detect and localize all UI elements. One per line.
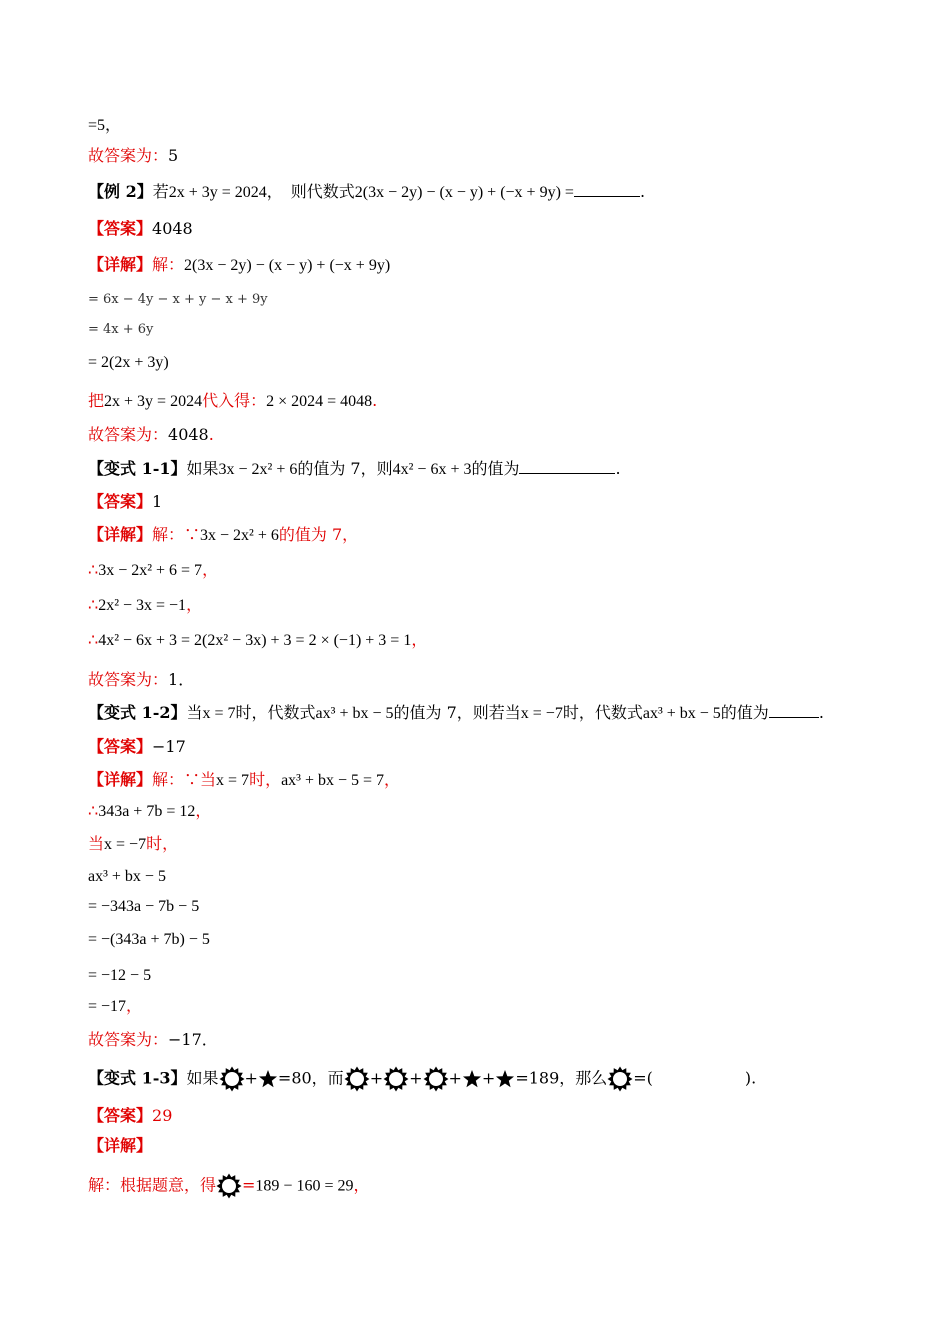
answer-end: . bbox=[208, 425, 214, 444]
detail-text: 的值为 7， bbox=[278, 525, 359, 544]
math-expression: 3x − 2x² + 6 bbox=[200, 527, 279, 544]
variant-1-2-question bbox=[88, 703, 824, 724]
answer-line bbox=[88, 1030, 218, 1050]
substitute-line bbox=[88, 391, 377, 412]
q-text: =80，而 bbox=[277, 1068, 344, 1088]
step-text: 把 bbox=[88, 391, 105, 410]
step-line bbox=[88, 320, 153, 340]
q-end: . bbox=[818, 703, 824, 722]
plus-sign: + bbox=[481, 1068, 496, 1088]
step-end: ， bbox=[411, 630, 428, 649]
answer-value: 1． bbox=[168, 670, 195, 689]
math-condition: 2x + 3y = 2024 bbox=[104, 393, 203, 410]
step-end: ， bbox=[126, 996, 143, 1015]
detail-tag: 【详解】 bbox=[88, 525, 153, 544]
step-text: 解：根据题意，得 bbox=[88, 1175, 217, 1195]
step-end: ， bbox=[384, 770, 401, 789]
math-result: 189 − 160 = 29 bbox=[255, 1177, 354, 1195]
detail-tag: 【详解】 bbox=[88, 255, 153, 274]
sun-icon bbox=[344, 1066, 370, 1092]
plus-sign: + bbox=[448, 1068, 462, 1088]
math-step: = −17 bbox=[88, 998, 127, 1015]
equals-sign: = bbox=[242, 1175, 256, 1195]
q-end: . bbox=[615, 459, 621, 478]
step-line bbox=[88, 352, 169, 373]
step-end: . bbox=[372, 391, 378, 410]
math-step: = 4x + 6y bbox=[88, 322, 154, 337]
answer-value: 4048 bbox=[168, 425, 209, 444]
step-line bbox=[88, 115, 121, 136]
plus-sign: + bbox=[244, 1068, 258, 1088]
step-line bbox=[88, 560, 218, 581]
math-step: = −12 − 5 bbox=[88, 967, 152, 984]
answer-value: −17 bbox=[152, 737, 186, 756]
variant-1-2-detail bbox=[88, 770, 400, 791]
answer-value: −17． bbox=[168, 1030, 218, 1049]
math-condition: x = −7 bbox=[104, 836, 147, 853]
q-text: 若 bbox=[152, 182, 169, 201]
answer-blank bbox=[519, 459, 615, 474]
plus-sign: + bbox=[369, 1068, 384, 1088]
q-text: 的值为 bbox=[720, 703, 769, 722]
answer-value: 4048 bbox=[152, 219, 193, 238]
answer-label: 故答案为： bbox=[88, 425, 169, 444]
q-text: 时，代数式 bbox=[235, 703, 316, 722]
math-condition: 2x + 3y = 2024 bbox=[168, 184, 267, 201]
example-2-detail bbox=[88, 255, 390, 276]
step-end: ， bbox=[195, 801, 212, 820]
q-end: ). bbox=[744, 1068, 757, 1088]
sun-icon bbox=[383, 1066, 409, 1092]
step-end: ， bbox=[186, 595, 203, 614]
math-result: 2 × 2024 = 4048 bbox=[266, 393, 373, 410]
therefore-symbol: ∴ bbox=[88, 595, 99, 614]
sun-icon bbox=[216, 1173, 242, 1199]
answer-label: 故答案为： bbox=[88, 146, 169, 165]
variant-1-3-question bbox=[88, 1066, 756, 1092]
answer-label: 故答案为： bbox=[88, 1030, 169, 1049]
detail-text: 解： bbox=[152, 255, 185, 274]
math-step: 343a + 7b = 12 bbox=[98, 803, 196, 820]
math-condition: x = 7 bbox=[202, 705, 236, 722]
star-icon bbox=[462, 1069, 482, 1089]
q-end: . bbox=[639, 182, 646, 201]
star-icon bbox=[258, 1069, 278, 1089]
answer-tag: 【答案】 bbox=[88, 1106, 153, 1125]
math-step: 4x² − 6x + 3 = 2(2x² − 3x) + 3 = 2 × (−1) + 3 = 1 bbox=[98, 632, 412, 649]
detail-text: 时， bbox=[249, 770, 282, 789]
q-text: 的值为 7，则 bbox=[297, 459, 393, 478]
math-step: 3x − 2x² + 6 = 7 bbox=[98, 562, 203, 579]
sun-icon bbox=[219, 1066, 245, 1092]
example-2-question bbox=[88, 182, 645, 203]
variant-1-2-answer bbox=[88, 737, 186, 757]
answer-value: 29 bbox=[152, 1106, 173, 1125]
step-line bbox=[88, 996, 142, 1017]
variant-tag: 【变式 1-3】 bbox=[88, 1068, 187, 1088]
variant-tag: 【变式 1-2】 bbox=[88, 703, 187, 722]
answer-tag: 【答案】 bbox=[88, 737, 153, 756]
example-tag: 【例 2】 bbox=[88, 182, 153, 201]
answer-tag: 【答案】 bbox=[88, 492, 153, 511]
answer-blank bbox=[574, 182, 640, 197]
answer-value: 1 bbox=[152, 492, 163, 511]
detail-text: 解：∵ bbox=[152, 525, 201, 544]
q-text: 如果 bbox=[186, 1068, 219, 1088]
q-text: ， 则代数式 bbox=[266, 182, 355, 201]
answer-line bbox=[88, 425, 214, 445]
variant-1-3-detail bbox=[88, 1136, 152, 1156]
math-expression: 3x − 2x² + 6 bbox=[218, 461, 298, 478]
step-end: ， bbox=[202, 560, 219, 579]
step-line bbox=[88, 630, 427, 651]
answer-line bbox=[88, 670, 194, 690]
variant-1-1-answer bbox=[88, 492, 162, 512]
step-line bbox=[88, 801, 211, 822]
final-line bbox=[88, 1173, 369, 1199]
therefore-symbol: ∴ bbox=[88, 630, 99, 649]
detail-tag: 【详解】 bbox=[88, 770, 153, 789]
answer-tag: 【答案】 bbox=[88, 219, 153, 238]
q-text: 如果 bbox=[186, 459, 219, 478]
detail-tag: 【详解】 bbox=[88, 1136, 153, 1155]
q-text: 的值为 bbox=[471, 459, 520, 478]
variant-tag: 【变式 1-1】 bbox=[88, 459, 187, 478]
variant-1-1-question bbox=[88, 459, 621, 480]
math-expression: ax³ + bx − 5 bbox=[642, 705, 721, 722]
math-expression: 2(3x − 2y) − (x − y) + (−x + 9y) = bbox=[354, 184, 574, 201]
detail-text: 解：∵当 bbox=[152, 770, 217, 789]
math-expression: 4x² − 6x + 3 bbox=[392, 461, 472, 478]
answer-label: 故答案为： bbox=[88, 670, 169, 689]
step-text: 当 bbox=[88, 834, 105, 853]
q-text: =( bbox=[633, 1068, 653, 1088]
q-text: 时，代数式 bbox=[562, 703, 643, 722]
variant-1-1-detail bbox=[88, 525, 358, 546]
step-line bbox=[88, 929, 210, 950]
math-expression: 2(3x − 2y) − (x − y) + (−x + 9y) bbox=[184, 257, 391, 274]
math-step: = 2(2x + 3y) bbox=[88, 354, 169, 371]
step-line bbox=[88, 290, 268, 310]
math-condition: x = 7 bbox=[216, 772, 250, 789]
variant-1-3-answer bbox=[88, 1106, 172, 1126]
answer-blank bbox=[769, 703, 819, 718]
math-step: ax³ + bx − 5 bbox=[88, 868, 166, 885]
math-step: 2x² − 3x = −1 bbox=[98, 597, 187, 614]
sun-icon bbox=[607, 1066, 633, 1092]
therefore-symbol: ∴ bbox=[88, 801, 99, 820]
step-line bbox=[88, 866, 166, 887]
step-line bbox=[88, 965, 151, 986]
math-step: = −343a − 7b − 5 bbox=[88, 898, 200, 915]
math-step: = 6x − 4y − x + y − x + 9y bbox=[88, 292, 268, 307]
star-icon bbox=[495, 1069, 515, 1089]
math-step: = −(343a + 7b) − 5 bbox=[88, 931, 210, 948]
math-expression: ax³ + bx − 5 = 7 bbox=[281, 772, 385, 789]
math-condition: x = −7 bbox=[520, 705, 563, 722]
step-line bbox=[88, 896, 199, 917]
step-text: 代入得： bbox=[202, 391, 267, 410]
example-2-answer bbox=[88, 219, 193, 239]
math-text: =5， bbox=[88, 117, 122, 134]
step-text: 时， bbox=[146, 834, 179, 853]
step-line bbox=[88, 834, 178, 855]
answer-value: 5 bbox=[168, 146, 179, 165]
q-text: =189，那么 bbox=[515, 1068, 608, 1088]
step-end: ， bbox=[353, 1175, 370, 1195]
q-text: 的值为 7，则若当 bbox=[393, 703, 521, 722]
plus-sign: + bbox=[409, 1068, 423, 1088]
answer-line bbox=[88, 146, 178, 166]
q-text: 当 bbox=[186, 703, 203, 722]
therefore-symbol: ∴ bbox=[88, 560, 99, 579]
sun-icon bbox=[423, 1066, 449, 1092]
math-expression: ax³ + bx − 5 bbox=[315, 705, 394, 722]
step-line bbox=[88, 595, 202, 616]
